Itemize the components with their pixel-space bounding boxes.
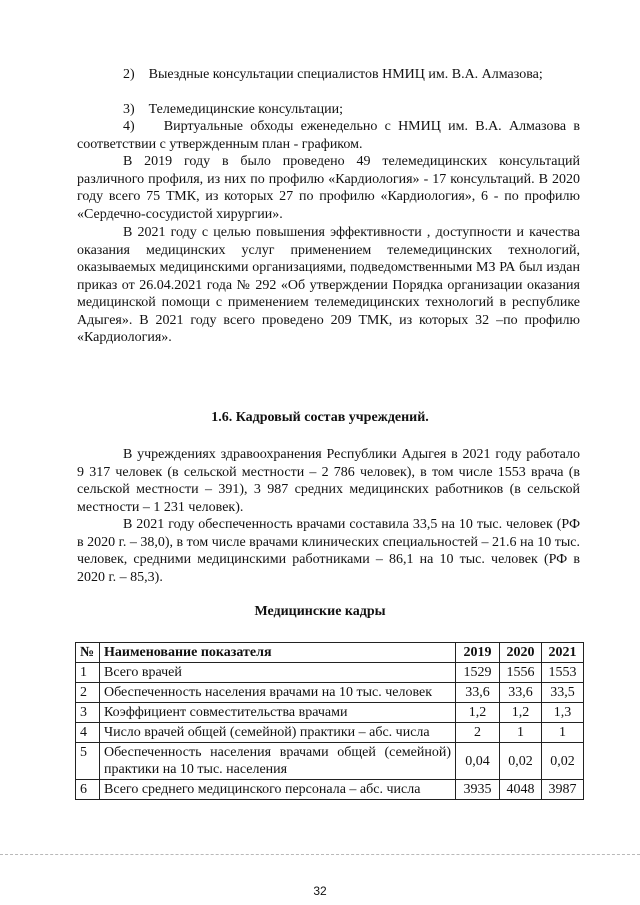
paragraph-tmk-2019-2020: В 2019 году в было проведено 49 телемедицинских консультаций различного профиля, из них по профилю «Кардиология» - 17 консультаций. В 2020 году всего 75 ТМК, из которых 27 по профилю «Кардиология», 6 - по профилю «Сердечно-сосудистой хирургии».	[77, 154, 580, 222]
header-2020: 2020	[500, 643, 542, 663]
table-row	[76, 743, 584, 780]
paragraph-tmk-2021: В 2021 году с целью повышения эффективности , доступности и качества оказания медицинских услуг применением телемедицинских технологий, оказываемых медицинскими организациями, подведомственными МЗ РА был издан приказ от 26.04.2021 года № 292 «Об утверждении Порядка организации оказания медицинской помощи с применением телемедицинских технологий в республике Адыгея». В 2021 году всего проведено 209 ТМК, из которых 32 –по профилю «Кардиология».	[77, 225, 580, 345]
page-number: 32	[313, 884, 327, 898]
cell-2019: 33,6	[456, 683, 500, 703]
list-item-4: 4) Виртуальные обходы еженедельно с НМИЦ им. В.А. Алмазова в соответствии с утвержденным план - графиком.	[77, 119, 580, 152]
cell-2021: 1,3	[542, 703, 584, 723]
cell-2020: 33,6	[500, 683, 542, 703]
cell-2021: 1553	[542, 663, 584, 683]
medical-staff-table	[75, 642, 584, 800]
cell-2020: 1556	[500, 663, 542, 683]
paragraph-staff-count: В учреждениях здравоохранения Республики Адыгея в 2021 году работало 9 317 человек (в сельской местности – 2 786 человек), в том числе 1553 врача (в сельской местности – 391), 3 987 средних медицинских работников (в сельской местности – 1 231 человек).	[77, 447, 580, 515]
cell-2019: 2	[456, 723, 500, 743]
header-2019: 2019	[456, 643, 500, 663]
list-item-2: 2) Выездные консультации специалистов НМИЦ им. В.А. Алмазова;	[123, 67, 543, 82]
row-number: 3	[76, 703, 100, 723]
table-row	[76, 663, 584, 683]
cell-2020: 1,2	[500, 703, 542, 723]
cell-2019: 3935	[456, 780, 500, 800]
section-heading: 1.6. Кадровый состав учреждений.	[211, 410, 429, 425]
cell-2019: 0,04	[456, 743, 500, 780]
cell-2020: 1	[500, 723, 542, 743]
row-number: 1	[76, 663, 100, 683]
row-indicator: Число врачей общей (семейной) практики – абс. числа	[100, 723, 456, 743]
row-indicator: Коэффициент совместительства врачами	[100, 703, 456, 723]
cell-2021: 3987	[542, 780, 584, 800]
row-number: 4	[76, 723, 100, 743]
cell-2021: 33,5	[542, 683, 584, 703]
cell-2021: 0,02	[542, 743, 584, 780]
table-row	[76, 683, 584, 703]
row-indicator: Обеспеченность населения врачами на 10 тыс. человек	[100, 683, 456, 703]
page-cut-line	[0, 854, 640, 855]
cell-2021: 1	[542, 723, 584, 743]
cell-2020: 4048	[500, 780, 542, 800]
row-number: 6	[76, 780, 100, 800]
header-indicator: Наименование показателя	[100, 643, 456, 663]
cell-2019: 1,2	[456, 703, 500, 723]
cell-2020: 0,02	[500, 743, 542, 780]
row-indicator: Всего врачей	[100, 663, 456, 683]
table-row	[76, 703, 584, 723]
row-number: 2	[76, 683, 100, 703]
header-2021: 2021	[542, 643, 584, 663]
table-title: Медицинские кадры	[254, 604, 386, 619]
row-indicator: Всего среднего медицинского персонала – абс. числа	[100, 780, 456, 800]
header-number: №	[76, 643, 100, 663]
paragraph-provision: В 2021 году обеспеченность врачами составила 33,5 на 10 тыс. человек (РФ в 2020 г. – 38,0), в том числе врачами клинических специальностей – 21.6 на 10 тыс. человек, средними медицинскими работниками – 86,1 на 10 тыс. человек (РФ в 2020 г. – 85,3).	[77, 517, 580, 585]
cell-2019: 1529	[456, 663, 500, 683]
row-number: 5	[76, 743, 100, 780]
table-header-row	[76, 643, 584, 663]
table-row	[76, 780, 584, 800]
table-row	[76, 723, 584, 743]
list-item-3: 3) Телемедицинские консультации;	[123, 102, 344, 117]
row-indicator: Обеспеченность населения врачами общей (семейной) практики на 10 тыс. населения	[100, 743, 456, 780]
